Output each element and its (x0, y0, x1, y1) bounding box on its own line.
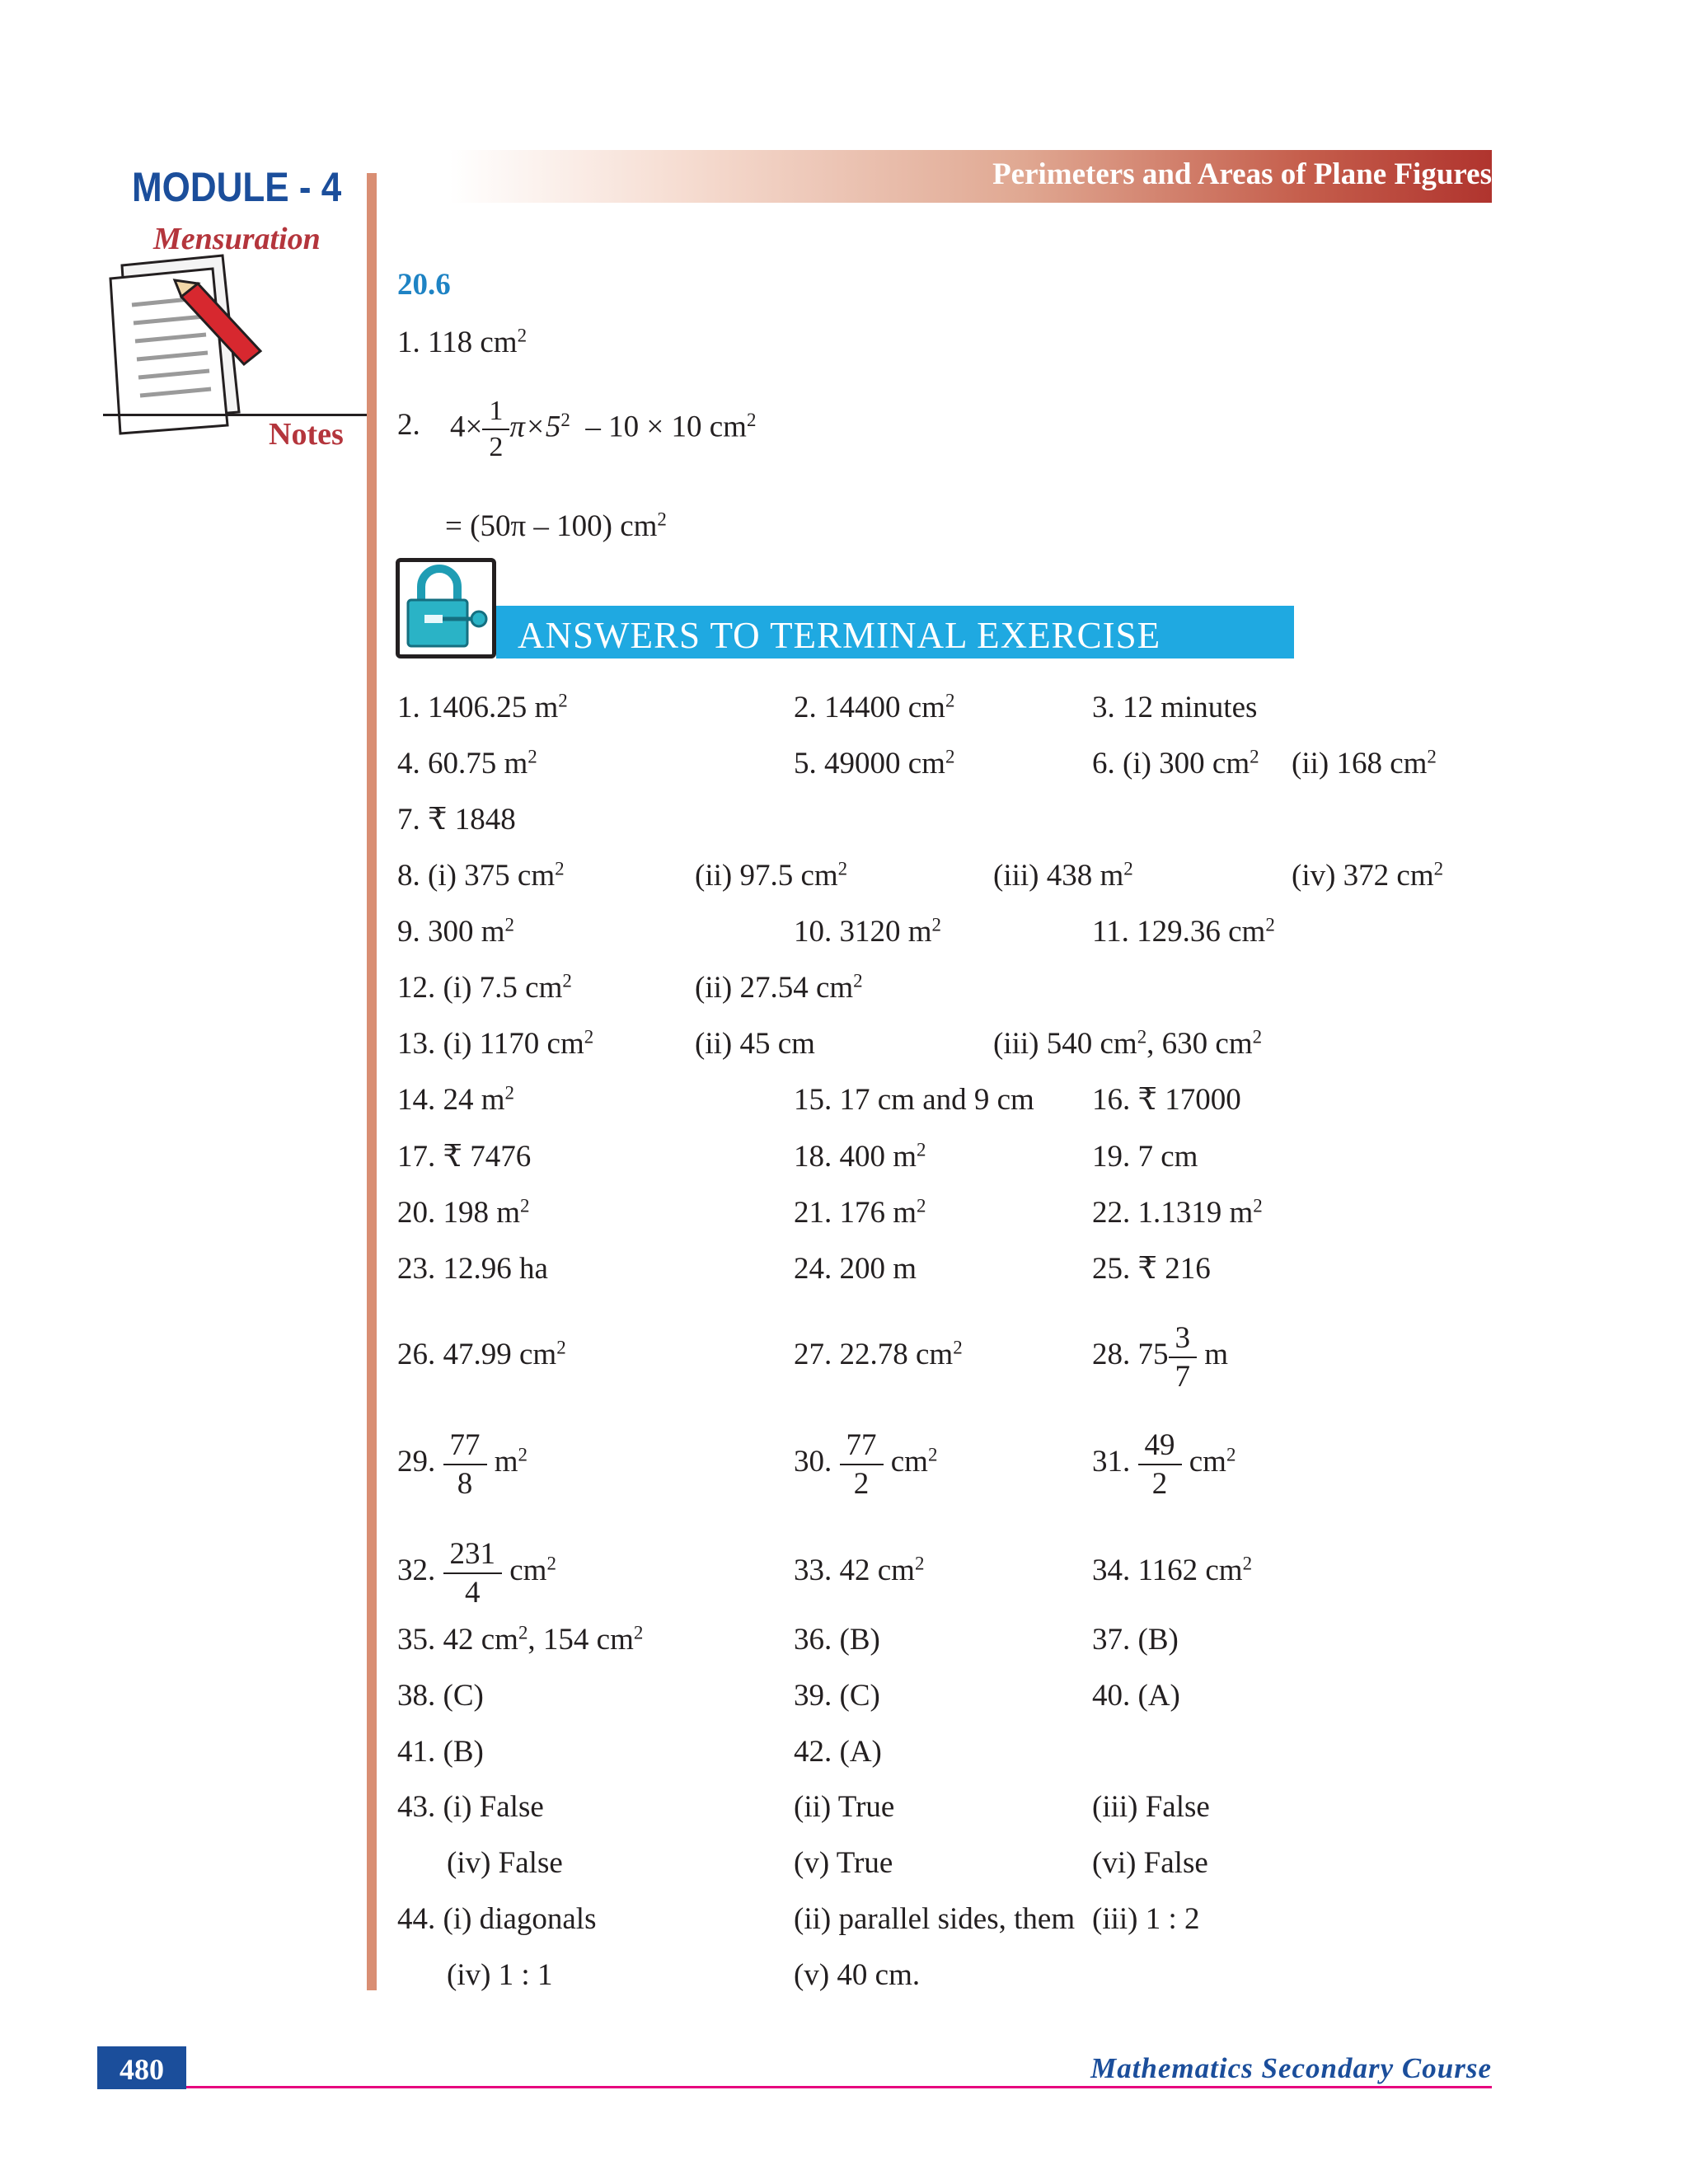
answer-item: 5. 49000 $cm^2$ (794, 746, 955, 780)
page-number: 480 (120, 2053, 164, 2086)
answer-1: 1. 118 $cm^2$ (397, 325, 528, 359)
answer-2-number: 2. (397, 408, 420, 442)
answer-item: 13. (i) 1170 $cm^2$ (397, 1026, 594, 1061)
answer-item: (ii) 97.5 $cm^2$ (695, 858, 848, 893)
module-label: MODULE - 4 (132, 164, 342, 210)
section-title: 20.6 (397, 268, 451, 302)
answer-item: (iii) 1 : 2 (1092, 1902, 1200, 1936)
margin-bar (367, 173, 377, 1990)
answer-item: (iv) 372 $cm^2$ (1292, 858, 1444, 893)
footer-rule (186, 2086, 1492, 2088)
answer-item: 42. (A) (794, 1735, 882, 1769)
answer-item: 12. (i) 7.5 $cm^2$ (397, 970, 572, 1005)
answer-item: 10. 3120 $m^2$ (794, 914, 941, 949)
answer-item: 28. 75 $\frac{3}{7}$ m (1092, 1320, 1229, 1394)
answer-item: 30. $\frac{77}{2}$ $cm^2$ (794, 1427, 938, 1501)
answer-2-result: = (50π – 100) $cm^2$ (445, 509, 667, 543)
answer-item: 26. 47.99 $cm^2$ (397, 1337, 566, 1371)
terminal-title: ANSWERS TO TERMINAL EXERCISE (518, 615, 1161, 656)
answer-item: 18. 400 $m^2$ (794, 1139, 926, 1174)
answer-item: 4. 60.75 $m^2$ (397, 746, 537, 780)
answer-item: 16. ₹ 17000 (1092, 1083, 1241, 1117)
answer-item: (ii) 168 $cm^2$ (1292, 746, 1437, 780)
answer-item: 37. (B) (1092, 1623, 1179, 1657)
answer-item: (ii) parallel sides, them (794, 1902, 1076, 1936)
answer-item: (v) 40 cm. (794, 1958, 921, 1992)
answer-item: 1. 1406.25 $m^2$ (397, 690, 568, 724)
answer-item: 27. 22.78 $cm^2$ (794, 1337, 963, 1371)
answer-item: 40. (A) (1092, 1679, 1180, 1713)
answer-item: (ii) 27.54 $cm^2$ (695, 970, 863, 1005)
answer-item: 6. (i) 300 $cm^2$ (1092, 746, 1259, 780)
answer-item: 7. ₹ 1848 (397, 803, 516, 837)
answer-item: 38. (C) (397, 1679, 484, 1713)
answer-item: (iii) False (1092, 1790, 1210, 1824)
answer-item: 8. (i) 375 $cm^2$ (397, 858, 565, 893)
answer-item: 11. 129.36 $cm^2$ (1092, 914, 1275, 949)
answer-item: (v) True (794, 1846, 893, 1880)
answer-item: 23. 12.96 ha (397, 1252, 548, 1286)
answer-item: 9. 300 $m^2$ (397, 914, 514, 949)
answer-item: (iii) 438 $m^2$ (993, 858, 1133, 893)
answer-item: 35. 42 $cm^2$, 154 $cm^2$ (397, 1622, 644, 1657)
notes-label: Notes (269, 417, 344, 452)
answer-item: (iv) 1 : 1 (447, 1958, 553, 1992)
answer-item: 39. (C) (794, 1679, 880, 1713)
answer-item: 14. 24 $m^2$ (397, 1082, 514, 1117)
answer-item: (iv) False (447, 1846, 563, 1880)
answer-item: 3. 12 minutes (1092, 691, 1258, 724)
answer-item: 25. ₹ 216 (1092, 1252, 1211, 1286)
answer-item: 17. ₹ 7476 (397, 1140, 532, 1174)
answer-item: 29. $\frac{77}{8}$ $m^2$ (397, 1427, 528, 1501)
answer-item: 33. 42 $cm^2$ (794, 1553, 925, 1587)
answer-item: 2. 14400 $cm^2$ (794, 690, 955, 724)
answer-item: (ii) True (794, 1790, 895, 1824)
answer-item: 20. 198 $m^2$ (397, 1195, 530, 1230)
notes-pencil-icon (99, 247, 264, 437)
answer-item: (ii) 45 cm (695, 1027, 815, 1061)
lock-icon-box (396, 558, 496, 658)
answer-item: 43. (i) False (397, 1790, 544, 1824)
answer-item: 34. 1162 $cm^2$ (1092, 1553, 1253, 1587)
lock-icon (400, 562, 492, 654)
answer-item: 41. (B) (397, 1735, 484, 1769)
answer-item: 24. 200 m (794, 1252, 917, 1286)
answer-item: 32. $\frac{231}{4}$ $cm^2$ (397, 1536, 556, 1610)
answer-item: (iii) 540 $cm^2$, 630 $cm^2$ (993, 1026, 1263, 1061)
answer-item: 19. 7 cm (1092, 1140, 1198, 1174)
chapter-title: Perimeters and Areas of Plane Figures (992, 157, 1492, 191)
answer-item: 44. (i) diagonals (397, 1902, 597, 1936)
answer-item: 21. 176 $m^2$ (794, 1195, 926, 1230)
answer-item: 36. (B) (794, 1623, 880, 1657)
answer-item: 15. 17 cm and 9 cm (794, 1083, 1034, 1117)
book-title: Mathematics Secondary Course (1090, 2052, 1492, 2084)
answer-item: 22. 1.1319 $m^2$ (1092, 1195, 1263, 1230)
answer-item: 31. $\frac{49}{2}$ $cm^2$ (1092, 1427, 1236, 1501)
subject-label: Mensuration (153, 222, 321, 256)
answer-2-expression: 4× $\frac{1}{2}$ $\pi\times 5^2 - 10 \times 10$ $cm^2$ (450, 396, 757, 462)
answer-item: (vi) False (1092, 1846, 1208, 1880)
